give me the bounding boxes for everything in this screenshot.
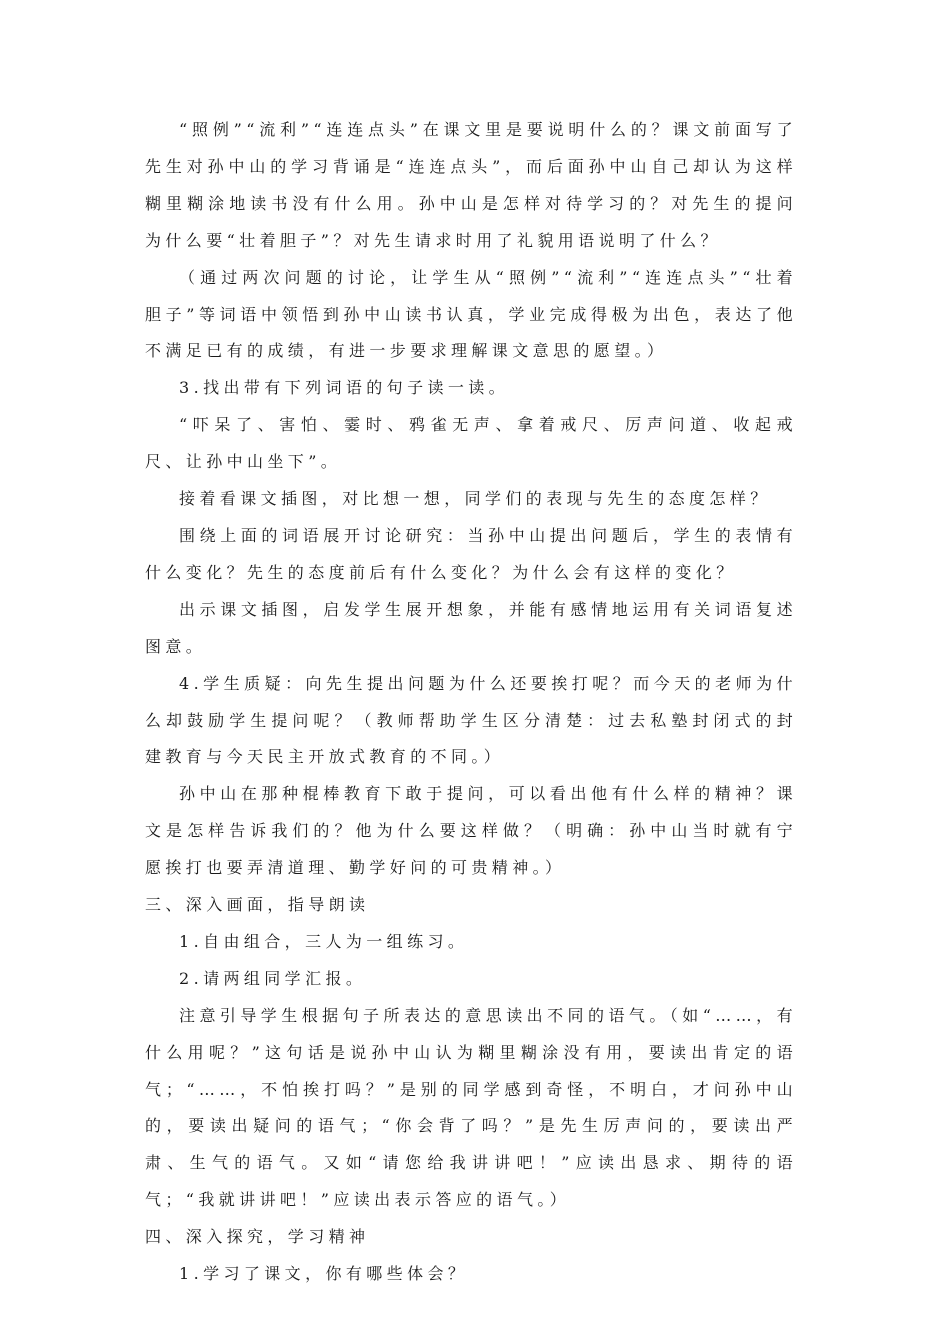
paragraph-compare-illustration: 接着看课文插图，对比想一想，同学们的表现与先生的态度怎样？ (179, 489, 771, 509)
item-2-groups-report: 2.请两组同学汇报。 (179, 968, 367, 988)
paragraph-tone-guidance: 注意引导学生根据句子所表达的意思读出不同的语气。（如“……，有什么用呢？”这句话是说孙中山认为糊里糊涂没有用，要读出肯定的语气；“……，不怕挨打吗？”是别的同学感到奇怪，不明白，才问孙中山的，要读出疑问的语气；“你会背了吗？”是先生厉声问的，要读出严肃、生气的语气。又如“请您给我讲讲吧！”应读出恳求、期待的语气；“我就讲讲吧！”应读出表示答应的语气。） (145, 1005, 797, 1210)
item-3-find-sentences: 3.找出带有下列词语的句子读一读。 (179, 378, 510, 398)
item-1-free-groups: 1.自由组合，三人为一组练习。 (179, 931, 469, 951)
section-heading-3: 三、深入画面，指导朗读 (145, 895, 370, 915)
section-heading-4: 四、深入探究，学习精神 (145, 1227, 370, 1247)
item-4-student-questions: 4.学生质疑：向先生提出问题为什么还要挨打呢？而今天的老师为什么却鼓励学生提问呢？（教师帮助学生区分清楚：过去私塾封闭式的封建教育与今天民主开放式教育的不同。） (145, 673, 797, 767)
paragraph-discussion-research: 围绕上面的词语展开讨论研究：当孙中山提出问题后，学生的表情有什么变化？先生的态度前后有什么变化？为什么会有这样的变化？ (145, 525, 797, 582)
paragraph-show-illustration: 出示课文插图，启发学生展开想象，并能有感情地运用有关词语复述图意。 (145, 599, 797, 656)
paragraph-key-words-question: “照例”“流利”“连连点头”在课文里是要说明什么的？课文前面写了先生对孙中山的学习背诵是“连连点头”，而后面孙中山自己却认为这样糊里糊涂地读书没有什么用。孙中山是怎样对待学习的？对先生的提问为什么要“壮着胆子”？对先生请求时用了礼貌用语说明了什么？ (145, 120, 797, 250)
paragraph-word-list: “吓呆了、害怕、霎时、鸦雀无声、拿着戒尺、厉声问道、收起戒尺、让孙中山坐下”。 (145, 415, 797, 472)
paragraph-spirit-question: 孙中山在那种棍棒教育下敢于提问，可以看出他有什么样的精神？课文是怎样告诉我们的？他为什么要这样做？（明确：孙中山当时就有宁愿挨打也要弄清道理、勤学好问的可贵精神。） (145, 784, 797, 878)
paragraph-discussion-note: （通过两次问题的讨论，让学生从“照例”“流利”“连连点头”“壮着胆子”等词语中领悟到孙中山读书认真，学业完成得极为出色，表达了他不满足已有的成绩，有进一步要求理解课文意思的愿望。） (145, 267, 797, 361)
document-page (145, 112, 797, 1293)
item-1-reflections: 1.学习了课文，你有哪些体会？ (179, 1264, 469, 1284)
